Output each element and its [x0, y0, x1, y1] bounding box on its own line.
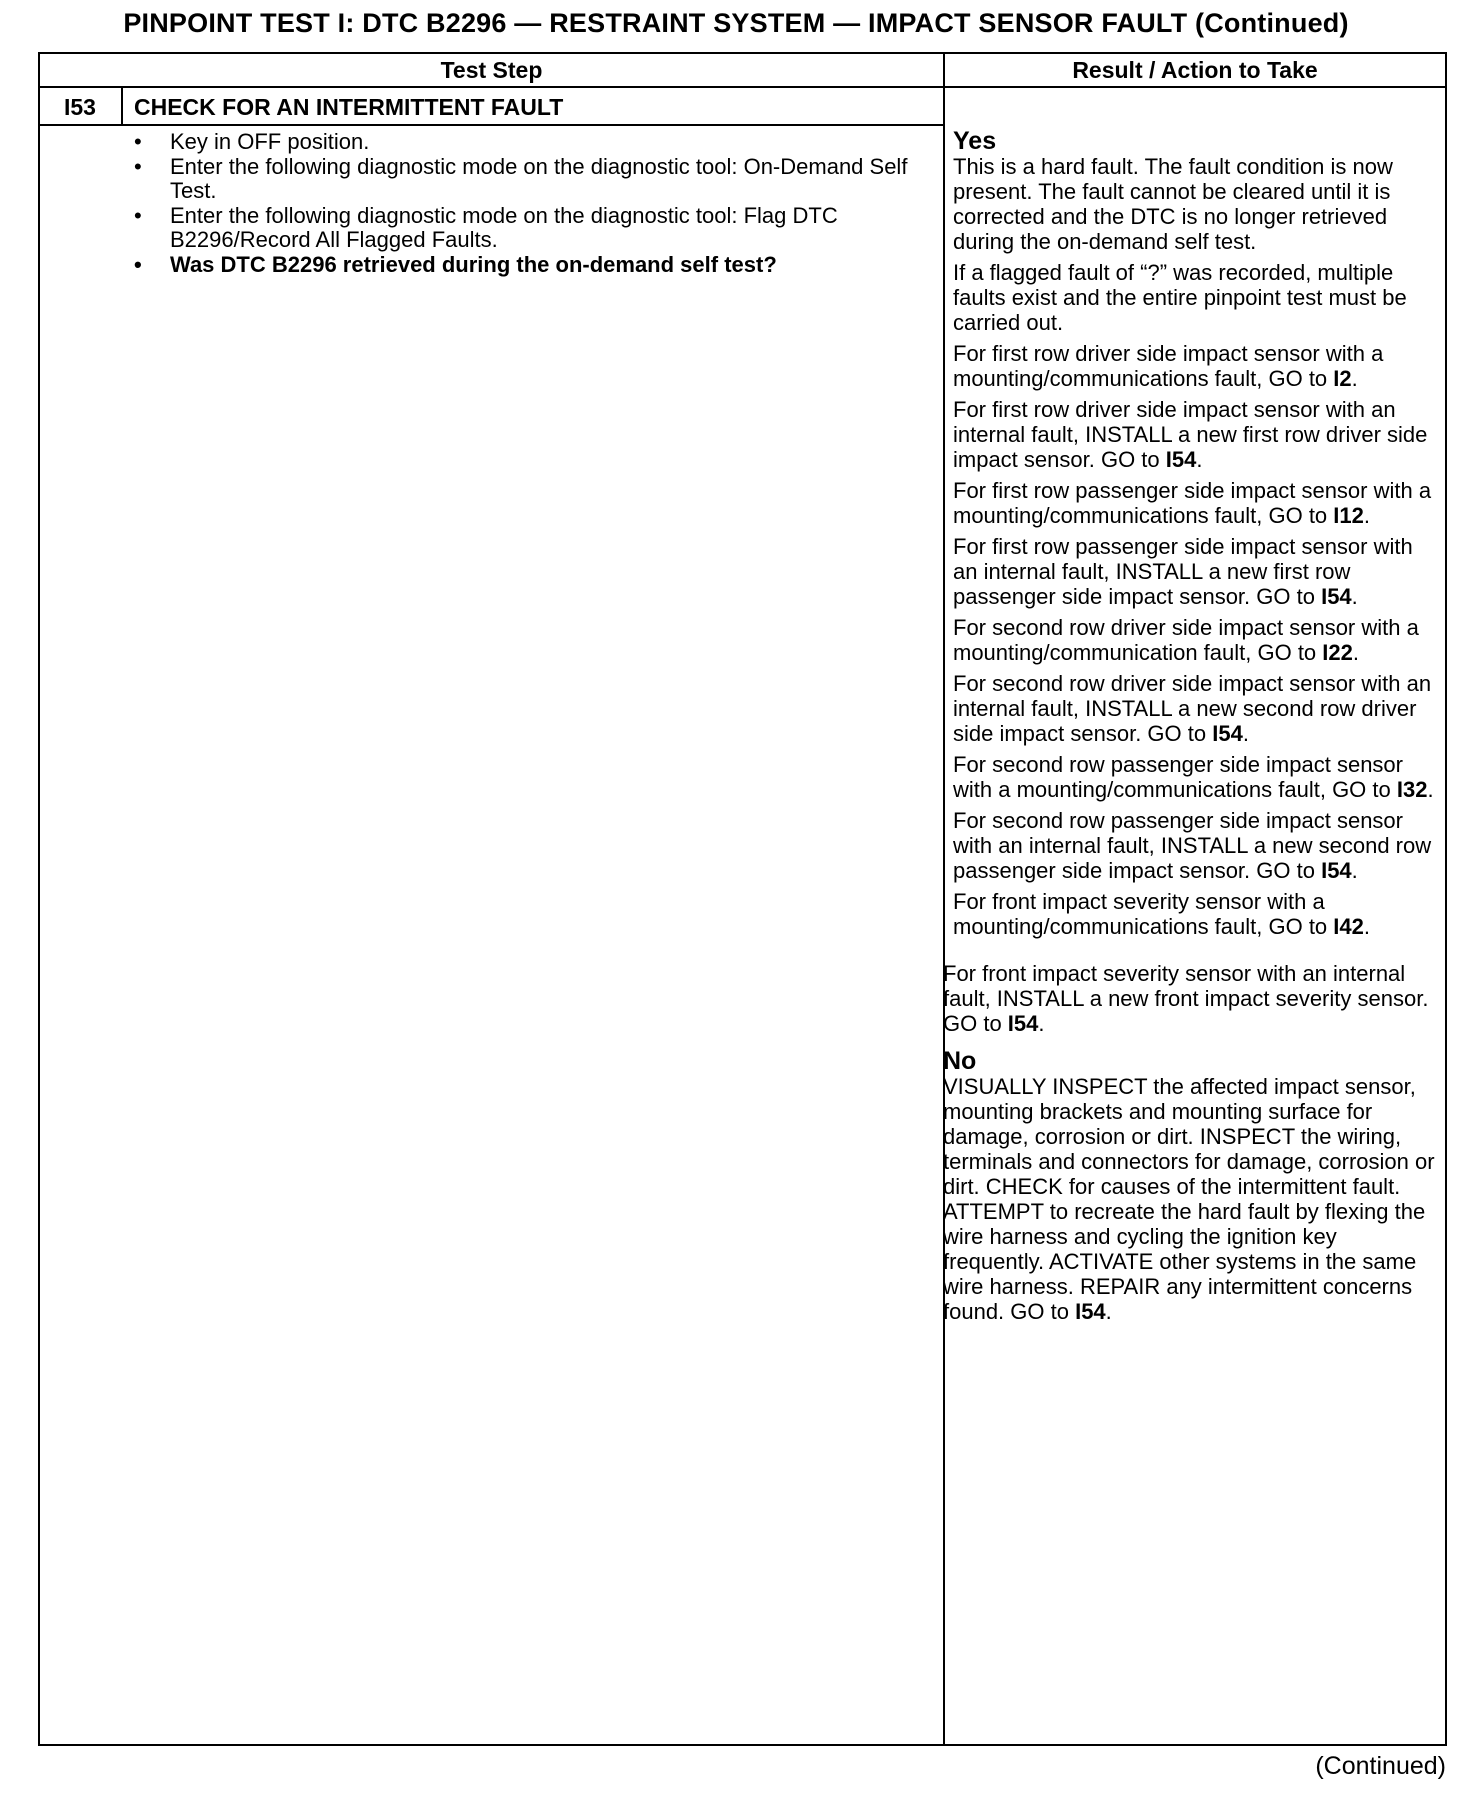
- result-text: For front impact severity sensor with an internal fault, INSTALL a new front impact severity sensor. GO to: [943, 961, 1429, 1036]
- yes-paragraph: [953, 260, 1443, 335]
- result-text: For first row passenger side impact sensor with a mounting/communications fault, GO to: [953, 478, 1432, 528]
- bullet-icon: •: [134, 251, 142, 277]
- result-action-cell: [943, 128, 1443, 1330]
- bullet-icon: •: [134, 153, 142, 179]
- no-paragraph: VISUALLY INSPECT the affected impact sensor, mounting brackets and mounting surface for damage, corrosion or dirt. INSPECT the wiring, terminals and connectors for damage, corrosion or dirt. CHECK for causes of the intermittent fault. ATTEMPT to recreate the hard fault by flexing the wire harness and cycling the ignition key frequently. ACTIVATE other systems in the same wire harness. REPAIR any intermittent concerns found. GO to I54.: [943, 1074, 1435, 1324]
- goto-step-ref: I22: [1322, 640, 1353, 665]
- result-text: If a flagged fault of “?” was recorded, multiple faults exist and the entire pinpoint test must be carried out.: [953, 260, 1407, 335]
- goto-step-ref: I54: [1321, 584, 1352, 609]
- yes-paragraph: [953, 154, 1443, 254]
- continued-footer: (Continued): [1315, 1752, 1446, 1780]
- result-text: VISUALLY INSPECT the affected impact sensor, mounting brackets and mounting surface for damage, corrosion or dirt. INSPECT the wiring, terminals and connectors for damage, corrosion or dirt. CHECK for causes of the intermittent fault. ATTEMPT to recreate the hard fault by flexing the wire harness and cycling the ignition key frequently. ACTIVATE other systems in the same wire harness. REPAIR any intermittent concerns found. GO to: [943, 1074, 1435, 1324]
- goto-step-ref: I54: [1212, 721, 1243, 746]
- header-test-step: Test Step: [440, 57, 543, 83]
- yes-paragraph: For front impact severity sensor with a mounting/communications fault, GO to I42.: [953, 889, 1371, 939]
- yes-paragraph: For second row driver side impact sensor with a mounting/communication fault, GO to I22.: [953, 615, 1419, 665]
- yes-paragraph: For second row driver side impact sensor with an internal fault, INSTALL a new second row driver side impact sensor. GO to I54.: [953, 671, 1432, 746]
- goto-step-ref: I12: [1333, 503, 1364, 528]
- bullet-icon: •: [134, 202, 142, 228]
- list-item: [130, 155, 930, 204]
- instruction-text: Enter the following diagnostic mode on the diagnostic tool: Flag DTC B2296/Record All Flagged Faults.: [170, 202, 838, 252]
- step-number: I53: [64, 94, 96, 120]
- goto-step-ref: I54: [1321, 858, 1352, 883]
- yes-paragraph: For front impact severity sensor with an internal fault, INSTALL a new front impact severity sensor. GO to I54.: [943, 961, 1429, 1036]
- result-text: For first row passenger side impact sensor with an internal fault, INSTALL a new first row passenger side impact sensor. GO to: [953, 534, 1413, 609]
- result-text: For second row driver side impact sensor with an internal fault, INSTALL a new second row driver side impact sensor. GO to: [953, 671, 1432, 746]
- goto-step-ref: I54: [1165, 447, 1197, 472]
- instruction-question: Was DTC B2296 retrieved during the on-demand self test?: [170, 251, 777, 277]
- step-instructions: [130, 130, 930, 277]
- step-title: CHECK FOR AN INTERMITTENT FAULT: [134, 94, 564, 120]
- list-item: [130, 253, 930, 278]
- goto-step-ref: I54: [1075, 1299, 1106, 1324]
- goto-step-ref: I42: [1333, 914, 1364, 939]
- result-text: For first row driver side impact sensor with a mounting/communications fault, GO to: [953, 341, 1384, 391]
- result-text: For second row passenger side impact sensor with an internal fault, INSTALL a new second row passenger side impact sensor. GO to: [953, 808, 1432, 883]
- page-title: PINPOINT TEST I: DTC B2296 — RESTRAINT SYSTEM — IMPACT SENSOR FAULT (Continued): [123, 8, 1349, 38]
- bullet-icon: •: [134, 129, 142, 154]
- step-row-rule: [38, 124, 945, 126]
- yes-label: Yes: [953, 127, 997, 155]
- result-text: For first row driver side impact sensor with an internal fault, INSTALL a new first row driver side impact sensor. GO to: [953, 397, 1428, 472]
- yes-paragraph: For first row passenger side impact sensor with a mounting/communications fault, GO to I12.: [953, 478, 1432, 528]
- yes-paragraph: For first row driver side impact sensor with an internal fault, INSTALL a new first row driver side impact sensor. GO to I54.: [953, 397, 1428, 472]
- result-text: For second row driver side impact sensor with a mounting/communication fault, GO to: [953, 615, 1419, 665]
- header-result-action: Result / Action to Take: [1072, 57, 1318, 83]
- result-text: This is a hard fault. The fault condition is now present. The fault cannot be cleared until it is corrected and the DTC is no longer retrieved during the on-demand self test.: [953, 154, 1393, 254]
- list-item: [130, 130, 930, 155]
- result-text: For front impact severity sensor with a mounting/communications fault, GO to: [953, 889, 1334, 939]
- instruction-text: Enter the following diagnostic mode on the diagnostic tool: On-Demand Self Test.: [170, 153, 908, 203]
- yes-paragraph: For second row passenger side impact sensor with an internal fault, INSTALL a new second row passenger side impact sensor. GO to I54.: [953, 808, 1432, 883]
- yes-paragraph: For second row passenger side impact sensor with a mounting/communications fault, GO to I32.: [953, 752, 1434, 802]
- step-number-divider: [121, 86, 123, 126]
- yes-paragraph: For first row passenger side impact sensor with an internal fault, INSTALL a new first row passenger side impact sensor. GO to I54.: [953, 534, 1413, 609]
- yes-paragraph: For first row driver side impact sensor with a mounting/communications fault, GO to I2.: [953, 341, 1384, 391]
- instruction-text: Key in OFF position.: [170, 129, 370, 154]
- goto-step-ref: I54: [1007, 1011, 1039, 1036]
- list-item: [130, 204, 930, 253]
- goto-step-ref: I2: [1333, 366, 1352, 391]
- goto-step-ref: I32: [1396, 777, 1428, 802]
- result-text: For second row passenger side impact sensor with a mounting/communications fault, GO to: [953, 752, 1403, 802]
- no-label: No: [943, 1047, 977, 1075]
